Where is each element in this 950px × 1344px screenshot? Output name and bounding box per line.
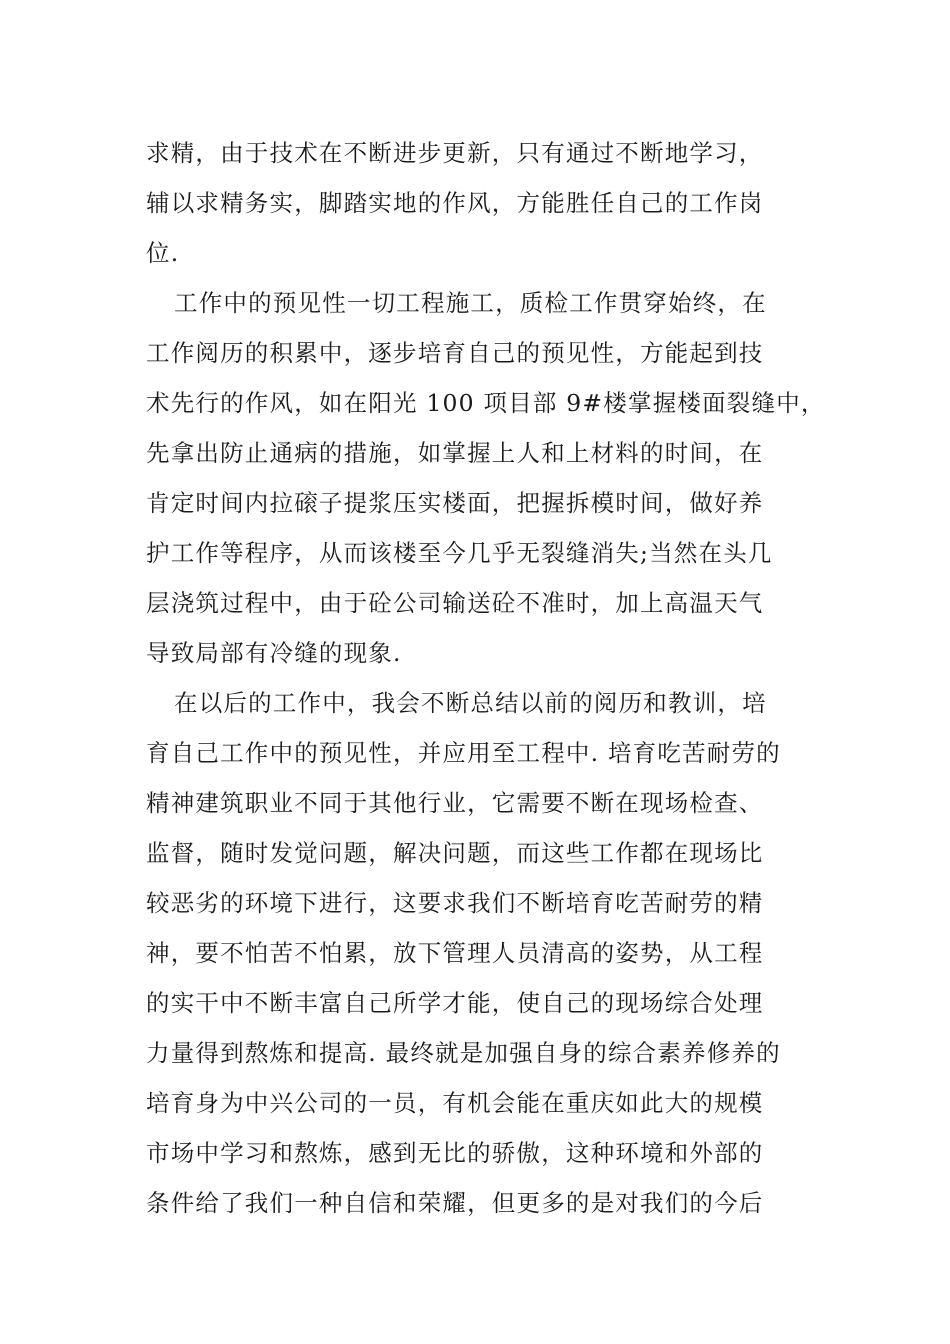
text-line: 较恶劣的环境下进行，这要求我们不断培育吃苦耐劳的精 <box>146 889 764 917</box>
text-line: 精神建筑职业不同于其他行业，它需要不断在现场检查、 <box>146 789 764 817</box>
text-line: 在以后的工作中，我会不断总结以前的阅历和教训，培 <box>174 689 767 717</box>
text-line: 的实干中不断丰富自己所学才能，使自己的现场综合处理 <box>146 989 764 1017</box>
text-line: 力量得到熬炼和提高. 最终就是加强自身的综合素养修养的 <box>146 1039 781 1067</box>
text-line: 位. <box>146 239 180 267</box>
text-line: 术先行的作风，如在阳光 100 项目部 9#楼掌握楼面裂缝中， <box>146 389 826 417</box>
text-line: 工作阅历的积累中，逐步培育自己的预见性，方能起到技 <box>146 339 764 367</box>
text-line: 育自己工作中的预见性，并应用至工程中. 培育吃苦耐劳的 <box>146 739 781 767</box>
text-line: 先拿出防止通病的措施，如掌握上人和上材料的时间，在 <box>146 439 764 467</box>
text-line: 辅以求精务实，脚踏实地的作风，方能胜任自己的工作岗 <box>146 189 764 217</box>
text-line: 条件给了我们一种自信和荣耀，但更多的是对我们的今后 <box>146 1189 764 1217</box>
text-line: 培育身为中兴公司的一员，有机会能在重庆如此大的规模 <box>146 1089 764 1117</box>
text-line: 导致局部有冷缝的现象. <box>146 639 402 667</box>
text-line: 监督，随时发觉问题，解决问题，而这些工作都在现场比 <box>146 839 764 867</box>
body-text <box>146 128 826 1228</box>
text-line: 求精，由于技术在不断进步更新，只有通过不断地学习， <box>146 139 764 167</box>
text-line: 工作中的预见性一切工程施工，质检工作贯穿始终，在 <box>174 289 767 317</box>
text-line: 市场中学习和熬炼，感到无比的骄傲，这种环境和外部的 <box>146 1139 764 1167</box>
text-line: 护工作等程序，从而该楼至今几乎无裂缝消失;当然在头几 <box>146 539 773 567</box>
text-line: 肯定时间内拉磙子提浆压实楼面，把握拆模时间，做好养 <box>146 489 764 517</box>
text-line: 层浇筑过程中，由于砼公司输送砼不准时，加上高温天气 <box>146 589 764 617</box>
text-line: 神，要不怕苦不怕累，放下管理人员清高的姿势，从工程 <box>146 939 764 967</box>
